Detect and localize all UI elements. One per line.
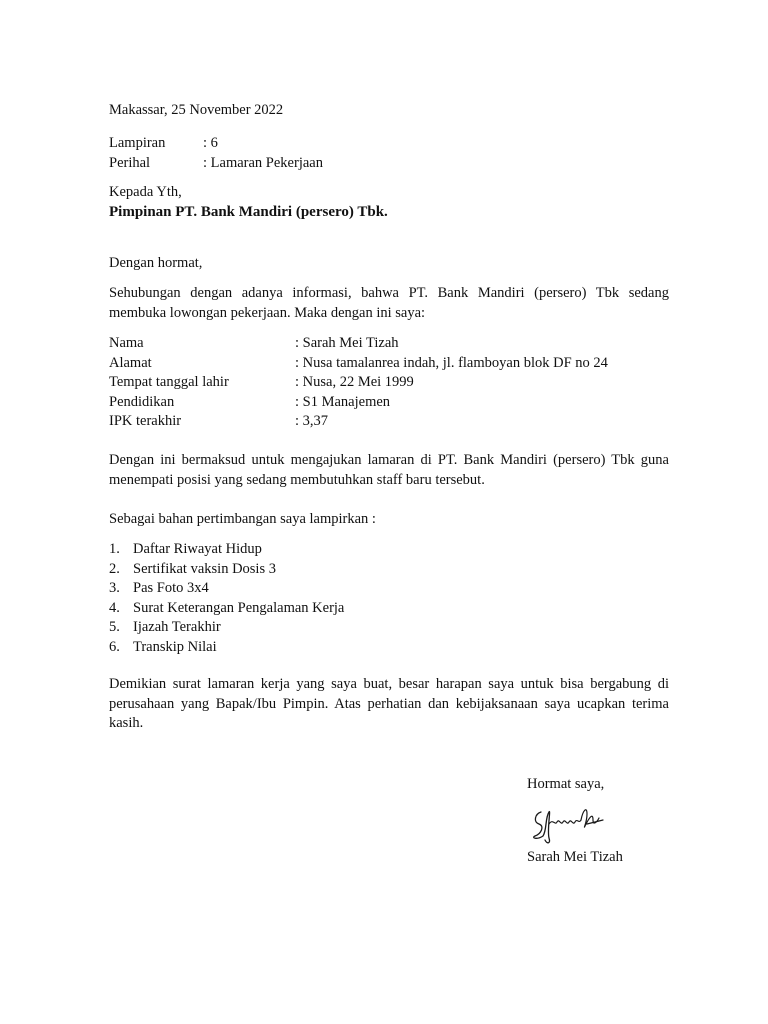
list-item [109, 579, 669, 599]
list-number: 3. [109, 580, 120, 596]
list-number: 4. [109, 599, 120, 616]
detail-label: IPK terakhir [109, 413, 182, 429]
detail-row [109, 393, 669, 413]
list-number: 6. [109, 638, 120, 655]
list-text: Daftar Riwayat Hidup [133, 541, 262, 557]
letter-meta [109, 134, 669, 173]
purpose-line-2: menempati posisi yang sedang membutuhkan staff baru tersebut. [109, 471, 485, 488]
purpose-paragraph [109, 451, 669, 490]
list-number: 1. [109, 541, 120, 557]
list-number: 5. [109, 619, 120, 635]
attachments-list [109, 540, 669, 657]
attachments-intro: Sebagai bahan pertimbangan saya lampirkan : [109, 511, 376, 527]
sign-off: Hormat saya, [527, 776, 605, 792]
list-text: Ijazah Terakhir [133, 619, 221, 635]
detail-value: : Nusa tamalanrea indah, jl. flamboyan blok DF no 24 [295, 354, 608, 371]
closing-line-2: perusahaan yang Bapak/Ibu Pimpin. Atas perhatian dan kebijaksanaan saya ucapkan terima [109, 695, 669, 712]
purpose-line-1: Dengan ini bermaksud untuk mengajukan lamaran di PT. Bank Mandiri (persero) Tbk guna [109, 452, 669, 468]
detail-row [109, 334, 669, 354]
list-item [109, 599, 669, 619]
closing-line-1: Demikian surat lamaran kerja yang saya buat, besar harapan saya untuk bisa bergabung di [109, 676, 669, 692]
meta-label: Lampiran [109, 135, 166, 151]
list-item [109, 618, 669, 638]
detail-value: : Sarah Mei Tizah [295, 335, 399, 351]
list-text: Pas Foto 3x4 [133, 580, 209, 596]
list-text: Sertifikat vaksin Dosis 3 [133, 560, 276, 577]
list-text: Transkip Nilai [133, 638, 217, 655]
detail-value: : 3,37 [295, 413, 329, 429]
detail-row [109, 373, 669, 393]
list-number: 2. [109, 560, 120, 577]
recipient-salutation: Kepada Yth, [109, 184, 182, 200]
list-text: Surat Keterangan Pengalaman Kerja [133, 599, 345, 616]
detail-row [109, 412, 669, 432]
detail-label: Pendidikan [109, 393, 175, 410]
signature-image [527, 800, 607, 846]
detail-row [109, 354, 669, 374]
closing-line-3: kasih. [109, 715, 144, 731]
intro-line-2: membuka lowongan pekerjaan. Maka dengan ini saya: [109, 304, 426, 321]
list-item [109, 638, 669, 658]
detail-label: Tempat tanggal lahir [109, 374, 229, 390]
detail-value: : Nusa, 22 Mei 1999 [295, 374, 414, 390]
intro-line-1: Sehubungan dengan adanya informasi, bahwa PT. Bank Mandiri (persero) Tbk sedang [109, 285, 669, 301]
greeting: Dengan hormat, [109, 255, 203, 271]
meta-label: Perihal [109, 154, 151, 171]
recipient-name: Pimpinan PT. Bank Mandiri (persero) Tbk. [109, 203, 388, 220]
applicant-details [109, 334, 669, 432]
intro-paragraph [109, 284, 669, 323]
meta-row-perihal [109, 154, 669, 174]
meta-row-lampiran [109, 134, 669, 154]
meta-value: : 6 [203, 135, 218, 151]
signer-name: Sarah Mei Tizah [527, 849, 623, 865]
list-item [109, 560, 669, 580]
list-item [109, 540, 669, 560]
detail-value: : S1 Manajemen [295, 393, 391, 410]
place-date: Makassar, 25 November 2022 [109, 102, 284, 118]
meta-value: : Lamaran Pekerjaan [203, 154, 323, 171]
recipient [109, 183, 669, 222]
closing-paragraph [109, 675, 669, 734]
detail-label: Nama [109, 335, 144, 351]
detail-label: Alamat [109, 354, 152, 371]
